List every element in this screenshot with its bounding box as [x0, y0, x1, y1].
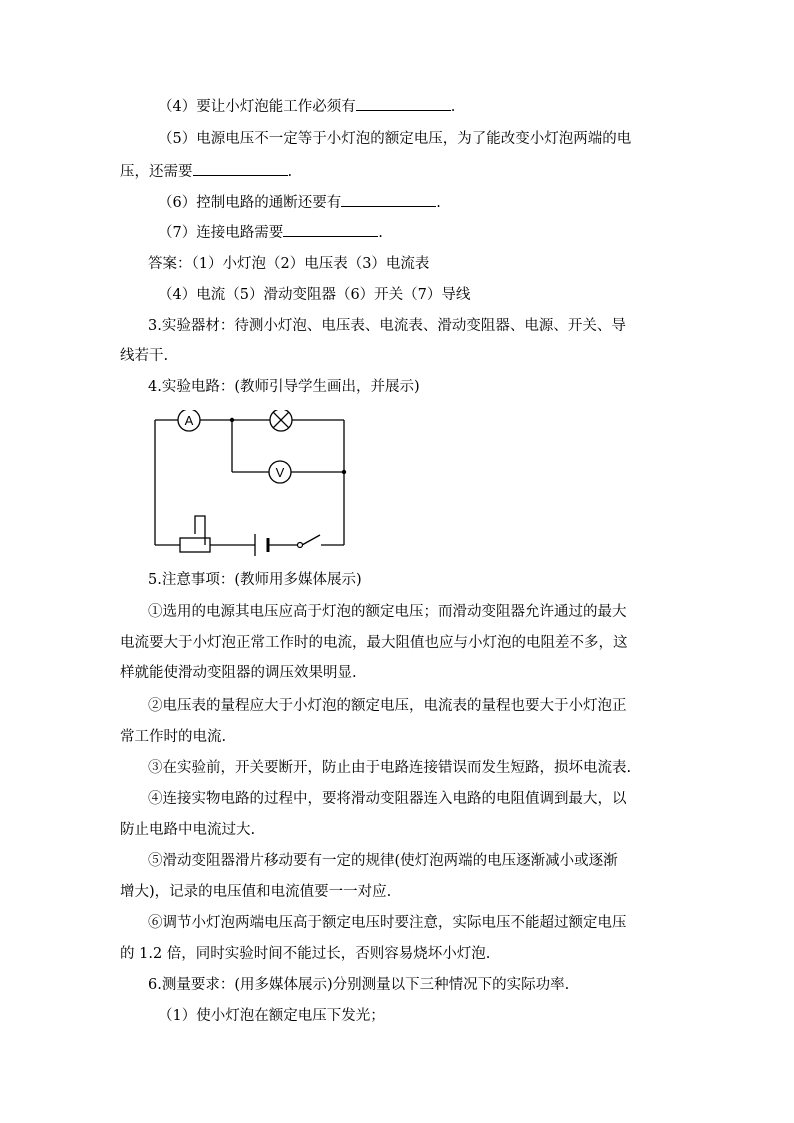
answer-line-2: （4）电流（5）滑动变阻器（6）开关（7）导线 — [158, 287, 471, 303]
battery-icon — [255, 534, 268, 556]
question-4 — [158, 96, 455, 117]
switch-contact — [298, 543, 303, 548]
question-5-line2 — [120, 161, 292, 182]
question-4-text: （4）要让小灯泡能工作必须有 — [158, 99, 356, 115]
answer-blank — [193, 161, 288, 176]
question-7-text: （7）连接电路需要 — [158, 225, 284, 241]
note-1-line-3: 样就能使滑动变阻器的调压效果明显. — [120, 665, 357, 681]
question-5-text: 压，还需要 — [120, 164, 193, 180]
notes-title: 5.注意事项：(教师用多媒体展示) — [148, 572, 362, 588]
rheostat-icon — [180, 516, 210, 552]
note-3-line-1: ③在实验前，开关要断开，防止由于电路连接错误而发生短路，损坏电流表. — [148, 760, 632, 776]
junction-dot — [230, 418, 234, 422]
answer-blank — [341, 192, 436, 207]
measure-title: 6.测量要求：(用多媒体展示)分别测量以下三种情况下的实际功率. — [148, 977, 570, 993]
question-7 — [158, 222, 383, 243]
note-4-line-1: ④连接实物电路的过程中，要将滑动变阻器连入电路的电阻值调到最大，以 — [148, 791, 627, 807]
switch-icon — [302, 535, 320, 545]
answer-blank — [283, 222, 378, 237]
measure-item-1: （1）使小灯泡在额定电压下发光； — [158, 1008, 385, 1024]
circuit-title: 4.实验电路：(教师引导学生画出，并展示) — [148, 379, 420, 395]
note-1-line-2: 电流要大于小灯泡正常工作时的电流，最大阻值也应与小灯泡的电阻差不多，这 — [120, 635, 628, 651]
note-5-line-2: 增大)，记录的电压值和电流值要一一对应. — [120, 884, 392, 900]
note-6-line-1: ⑥调节小灯泡两端电压高于额定电压时要注意，实际电压不能超过额定电压 — [148, 915, 627, 931]
period: . — [378, 225, 383, 241]
question-5-line1: （5）电源电压不一定等于小灯泡的额定电压，为了能改变小灯泡两端的电 — [158, 131, 632, 147]
period: . — [450, 99, 456, 115]
note-1-line-1: ①选用的电源其电压应高于灯泡的额定电压；而滑动变阻器允许通过的最大 — [148, 604, 627, 620]
answer-line-1: 答案：（1）小灯泡（2）电压表（3）电流表 — [148, 256, 430, 272]
ammeter-label: A — [184, 413, 194, 428]
answer-blank — [356, 96, 451, 111]
period: . — [287, 164, 293, 180]
question-6 — [158, 192, 441, 213]
note-5-line-1: ⑤滑动变阻器滑片移动要有一定的规律(使灯泡两端的电压逐渐减小或逐渐 — [148, 853, 618, 869]
note-6-line-2: 的 1.2 倍，同时实验时间不能过长，否则容易烧坏小灯泡. — [120, 946, 491, 962]
lamp-icon — [270, 410, 292, 431]
equipment-line-1: 3.实验器材：待测小灯泡、电压表、电流表、滑动变阻器、电源、开关、导 — [148, 318, 626, 334]
equipment-line-2: 线若干. — [120, 348, 169, 364]
junction-dot — [342, 470, 346, 474]
note-2-line-2: 常工作时的电流. — [120, 729, 227, 745]
circuit-diagram — [148, 410, 358, 560]
note-2-line-1: ②电压表的量程应大于小灯泡的额定电压，电流表的量程也要大于小灯泡正 — [148, 698, 627, 714]
note-4-line-2: 防止电路中电流过大. — [120, 822, 256, 838]
question-6-text: （6）控制电路的通断还要有 — [158, 195, 342, 211]
period: . — [436, 195, 441, 211]
voltmeter-label: V — [275, 465, 285, 480]
